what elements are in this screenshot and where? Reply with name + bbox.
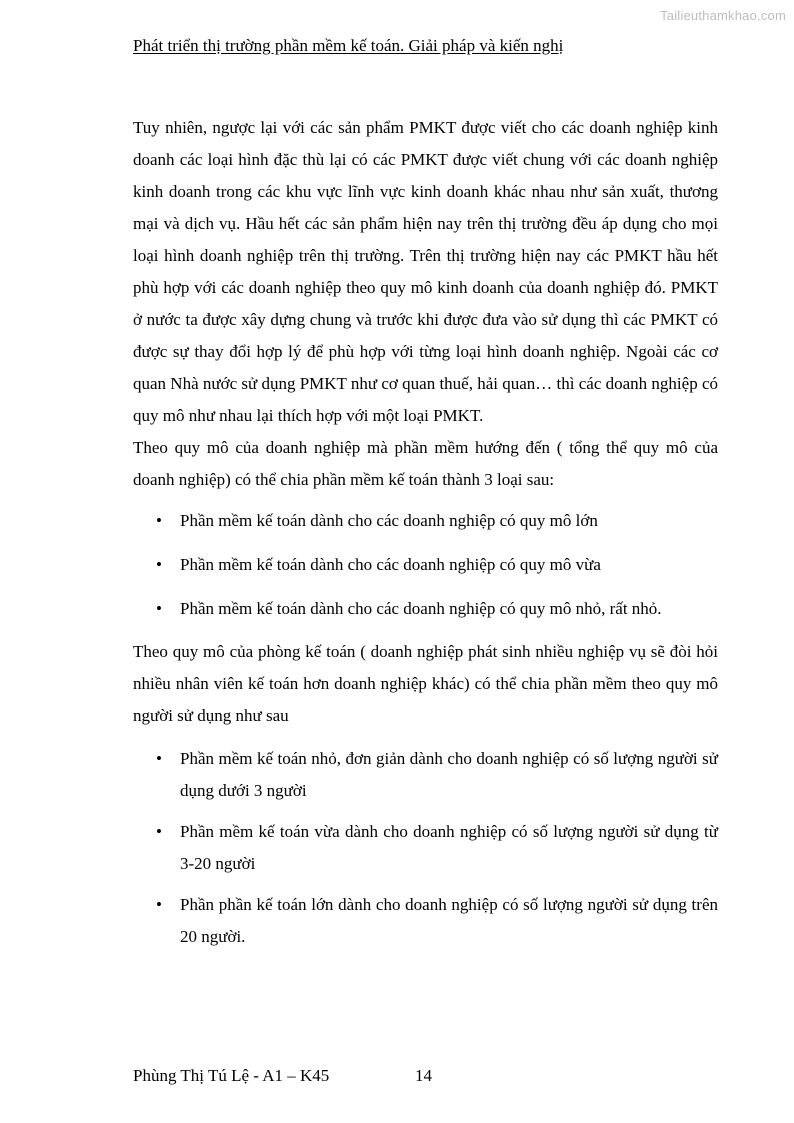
page-footer bbox=[133, 1066, 432, 1086]
paragraph-intro: Tuy nhiên, ngược lại với các sản phẩm PMKT được viết cho các doanh nghiệp kinh doanh các loại hình đặc thù lại có các PMKT được viết chung với các doanh nghiệp kinh doanh trong các khu vực lĩnh vực kinh doanh khác nhau như sản xuất, thương mại và dịch vụ. Hầu hết các sản phẩm hiện nay trên thị trường đều áp dụng cho mọi loại hình doanh nghiệp trên thị trường. Trên thị trường hiện nay các PMKT hầu hết phù hợp với các doanh nghiệp theo quy mô kinh doanh của doanh nghiệp đó. PMKT ở nước ta được xây dựng chung và trước khi được đưa vào sử dụng thì các PMKT có được sự thay đổi hợp lý để phù hợp với từng loại hình doanh nghiệp. Ngoài các cơ quan Nhà nước sử dụng PMKT như cơ quan thuế, hải quan… thì các doanh nghiệp có quy mô như nhau lại thích hợp với một loại PMKT. bbox=[133, 118, 718, 425]
document-body bbox=[133, 112, 718, 962]
footer-author: Phùng Thị Tú Lệ - A1 – K45 bbox=[133, 1066, 330, 1085]
bullet-list-company-scale bbox=[133, 505, 718, 625]
bullet-list-user-scale bbox=[133, 743, 718, 953]
paragraph-accounting-dept-scale: Theo quy mô của phòng kế toán ( doanh nghiệp phát sinh nhiều nghiệp vụ sẽ đòi hỏi nhiều nhân viên kế toán hơn doanh nghiệp khác) có thể chia phần mềm theo quy mô người sử dụng như sau bbox=[133, 642, 718, 725]
page-header-title: Phát triển thị trường phần mềm kế toán. Giải pháp và kiến nghị bbox=[133, 36, 564, 55]
list-item: • Phần mềm kế toán dành cho các doanh nghiệp có quy mô nhỏ, rất nhỏ. bbox=[133, 593, 718, 625]
list-item: • Phần phần kế toán lớn dành cho doanh nghiệp có số lượng người sử dụng trên 20 người. bbox=[133, 889, 718, 953]
list-item: • Phần mềm kế toán dành cho các doanh nghiệp có quy mô lớn bbox=[133, 505, 718, 537]
page-number: 14 bbox=[415, 1066, 432, 1085]
paragraph-company-scale: Theo quy mô của doanh nghiệp mà phần mềm hướng đến ( tổng thể quy mô của doanh nghiệp) có thể chia phần mềm kế toán thành 3 loại sau: bbox=[133, 438, 718, 489]
list-item: • Phần mềm kế toán dành cho các doanh nghiệp có quy mô vừa bbox=[133, 549, 718, 581]
list-item: • Phần mềm kế toán nhỏ, đơn giản dành cho doanh nghiệp có số lượng người sử dụng dưới 3 người bbox=[133, 743, 718, 807]
watermark: Tailieuthamkhao.com bbox=[660, 8, 786, 23]
list-item: • Phần mềm kế toán vừa dành cho doanh nghiệp có số lượng người sử dụng từ 3-20 người bbox=[133, 816, 718, 880]
